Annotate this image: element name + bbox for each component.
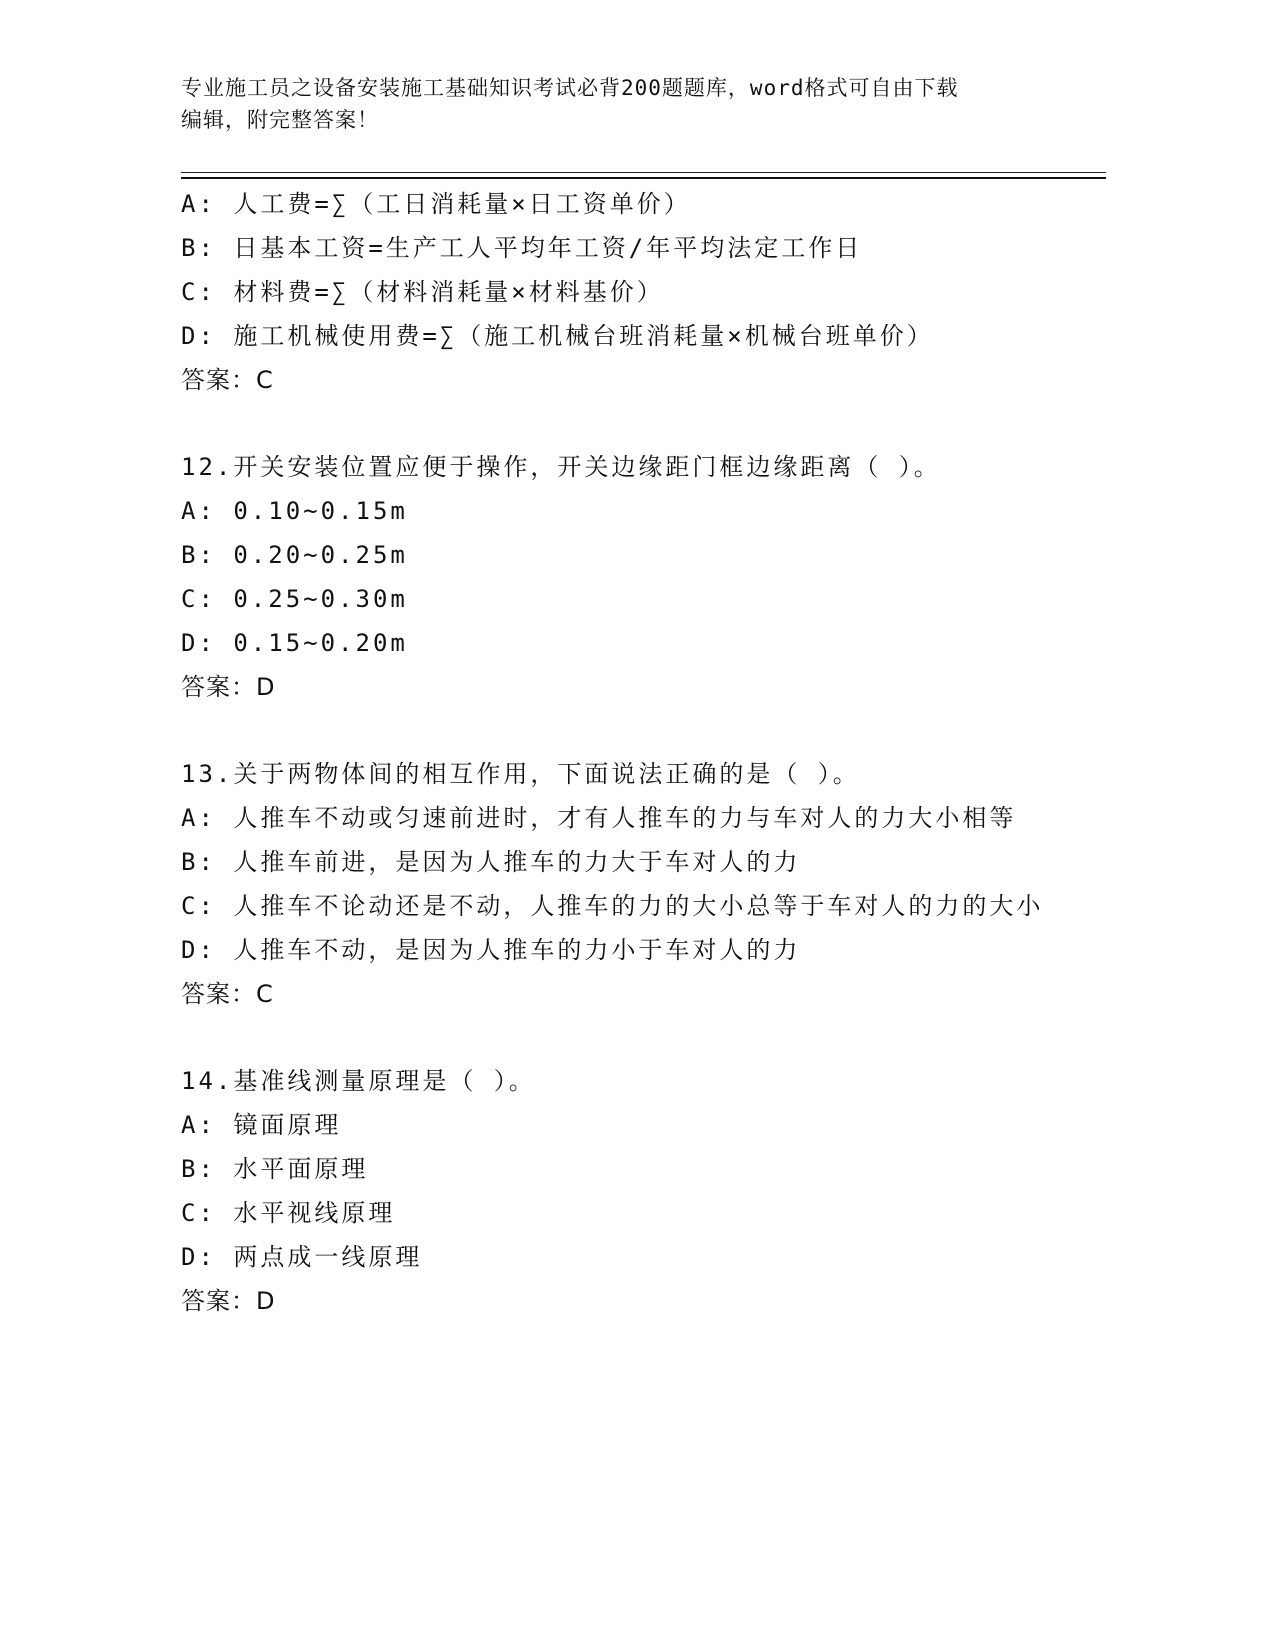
answer-label: 答案：C — [181, 980, 274, 1008]
option-b: B: 0.20~0.25m — [181, 541, 408, 569]
question-list — [181, 182, 1081, 1323]
answer-label: 答案：C — [181, 366, 274, 394]
option-a: A: 人推车不动或匀速前进时，才有人推车的力与车对人的力大小相等 — [181, 804, 1017, 832]
header-title-line-1: 专业施工员之设备安装施工基础知识考试必背200题题库，word格式可自由下载 — [181, 76, 959, 100]
option-a: A: 人工费=∑（工日消耗量×日工资单价） — [181, 190, 691, 218]
header-divider-thin — [181, 172, 1106, 173]
answer-label: 答案：D — [181, 673, 276, 701]
question-stem: 12.开关安装位置应便于操作，开关边缘距门框边缘距离（ ）。 — [181, 453, 941, 481]
question-stem: 14.基准线测量原理是（ ）。 — [181, 1067, 536, 1095]
option-d: D: 人推车不动，是因为人推车的力小于车对人的力 — [181, 936, 801, 964]
option-a: A: 0.10~0.15m — [181, 497, 408, 525]
option-c: C: 0.25~0.30m — [181, 585, 408, 613]
question-stem: 13.关于两物体间的相互作用，下面说法正确的是（ ）。 — [181, 760, 860, 788]
question-14 — [181, 1059, 1081, 1323]
header-title-line-2: 编辑，附完整答案！ — [181, 108, 379, 132]
option-d: D: 0.15~0.20m — [181, 629, 408, 657]
option-a: A: 镜面原理 — [181, 1111, 342, 1139]
spacer — [181, 709, 1081, 752]
question-11 — [181, 182, 1081, 402]
document-header — [181, 72, 1081, 136]
option-d: D: 两点成一线原理 — [181, 1243, 423, 1271]
option-c: C: 人推车不论动还是不动，人推车的力的大小总等于车对人的力的大小 — [181, 892, 1044, 920]
option-b: B: 人推车前进，是因为人推车的力大于车对人的力 — [181, 848, 801, 876]
question-13 — [181, 752, 1081, 1016]
option-b: B: 水平面原理 — [181, 1155, 369, 1183]
spacer — [181, 1016, 1081, 1059]
spacer — [181, 402, 1081, 445]
option-c: C: 水平视线原理 — [181, 1199, 396, 1227]
option-b: B: 日基本工资=生产工人平均年工资/年平均法定工作日 — [181, 234, 863, 262]
option-d: D: 施工机械使用费=∑（施工机械台班消耗量×机械台班单价） — [181, 322, 934, 350]
answer-label: 答案：D — [181, 1287, 276, 1315]
option-c: C: 材料费=∑（材料消耗量×材料基价） — [181, 278, 664, 306]
question-12 — [181, 445, 1081, 709]
header-divider-thick — [181, 177, 1106, 179]
